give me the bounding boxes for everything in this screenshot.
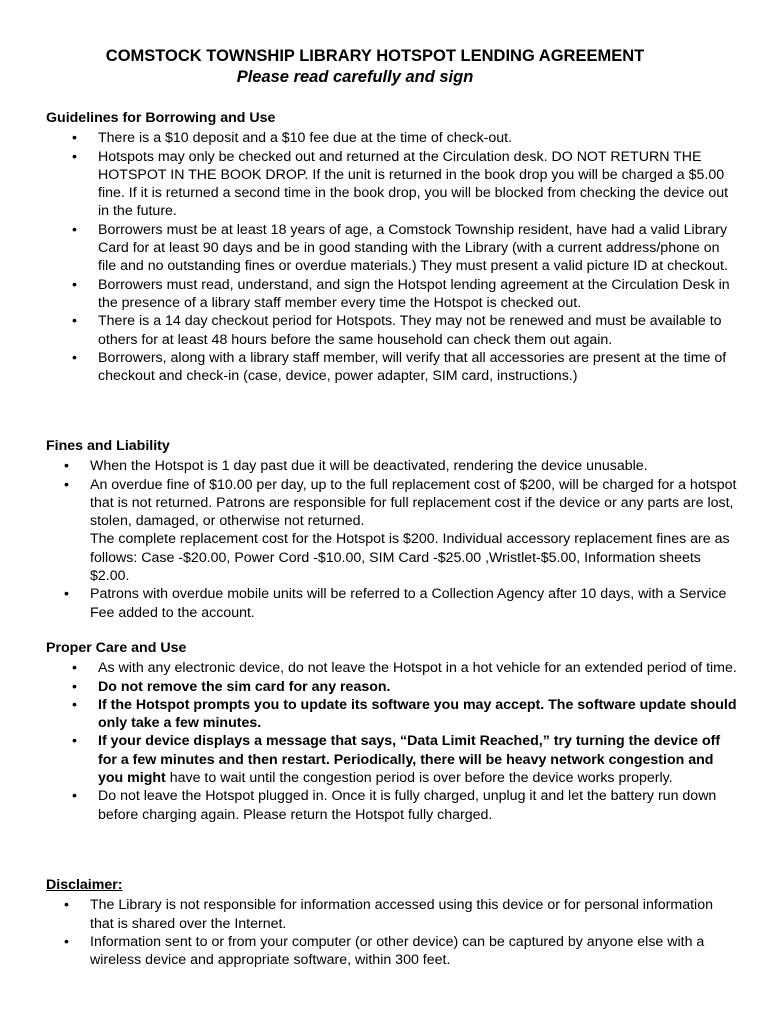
list-item: • If your device displays a message that says, “Data Limit Reached,” try turning the device off for a few minutes and then restart. Periodically, there will be heavy network congestion and you might have to wait until the congestion period is over before the device works properly. xyxy=(72,733,721,787)
document-header xyxy=(0,46,770,88)
care-section xyxy=(46,639,740,824)
guidelines-list xyxy=(46,129,740,385)
bullet-icon: • xyxy=(72,276,77,293)
list-item: • Do not leave the Hotspot plugged in. Once it is fully charged, unplug it and let the battery run down before charging again. Please return the Hotspot fully charged. xyxy=(72,788,717,823)
guidelines-section xyxy=(46,109,740,385)
fines-section xyxy=(46,437,740,622)
bullet-icon: • xyxy=(72,660,77,677)
list-item: • Borrowers must read, understand, and sign the Hotspot lending agreement at the Circulation Desk in the presence of a library staff member every time the Hotspot is checked out. xyxy=(72,276,730,311)
bullet-icon: • xyxy=(72,148,77,165)
document-title: COMSTOCK TOWNSHIP LIBRARY HOTSPOT LENDING AGREEMENT xyxy=(105,47,645,65)
bullet-icon: • xyxy=(64,458,69,475)
disclaimer-list xyxy=(46,896,740,969)
list-item: • Borrowers must be at least 18 years of age, a Comstock Township resident, have had a valid Library Card for at least 90 days and be in good standing with the Library (with a current address/phone on file and no outstanding fines or overdue materials.) They must present a valid picture ID at checkout. xyxy=(72,221,728,275)
care-list xyxy=(46,659,740,824)
list-item: • When the Hotspot is 1 day past due it will be deactivated, rendering the device unusable. xyxy=(64,458,648,475)
bullet-icon: • xyxy=(64,586,69,603)
bullet-icon: • xyxy=(72,696,77,713)
bullet-icon: • xyxy=(72,313,77,330)
bullet-icon: • xyxy=(72,349,77,366)
list-item: • Patrons with overdue mobile units will be referred to a Collection Agency after 10 days, with a Service Fee added to the account. xyxy=(64,586,727,621)
bullet-icon: • xyxy=(72,130,77,147)
section-heading-guidelines: Guidelines for Borrowing and Use xyxy=(46,110,276,126)
document-subtitle: Please read carefully and sign xyxy=(236,68,474,86)
list-item: • Hotspots may only be checked out and returned at the Circulation desk. DO NOT RETURN THE HOTSPOT IN THE BOOK DROP. If the unit is returned in the book drop you will be charged a $5.00 fine. If it is returned a second time in the book drop, you will be blocked from checking the device out in the future. xyxy=(72,148,729,220)
list-item: • There is a 14 day checkout period for Hotspots. They may not be renewed and must be available to others for at least 48 hours before the same household can check them out again. xyxy=(72,313,722,348)
list-item: • The Library is not responsible for information accessed using this device or for personal information that is shared over the Internet. xyxy=(64,897,713,932)
list-item: • As with any electronic device, do not leave the Hotspot in a hot vehicle for an extended period of time. xyxy=(72,660,737,677)
fines-list xyxy=(46,457,740,622)
bullet-icon: • xyxy=(72,733,77,750)
bullet-icon: • xyxy=(72,788,77,805)
bullet-icon: • xyxy=(72,221,77,238)
list-item: • There is a $10 deposit and a $10 fee due at the time of check-out. xyxy=(72,130,513,147)
section-heading-disclaimer: Disclaimer: xyxy=(46,877,123,893)
list-item: • Information sent to or from your computer (or other device) can be captured by anyone else with a wireless device and appropriate software, within 300 feet. xyxy=(64,933,705,969)
bullet-icon: • xyxy=(64,897,69,914)
section-heading-fines: Fines and Liability xyxy=(46,438,170,454)
bullet-icon: • xyxy=(64,933,69,950)
list-item: • If the Hotspot prompts you to update its software you may accept. The software update should only take a few minutes. xyxy=(72,696,737,732)
list-item: • Borrowers, along with a library staff member, will verify that all accessories are present at the time of checkout and check-in (case, device, power adapter, SIM card, instructions.) xyxy=(72,349,727,385)
list-item: • Do not remove the sim card for any reason. xyxy=(72,678,391,695)
bullet-icon: • xyxy=(64,476,69,493)
list-item: • An overdue fine of $10.00 per day, up to the full replacement cost of $200, will be charged for a hotspot that is not returned. Patrons are responsible for full replacement cost if the device or any parts are lost, stolen, damaged, or otherwise not returned. The complete replacement cost for the Hotspot is $200. Individual accessory replacement fines are as follows: Case -$20.00, Power Cord -$10.00, SIM Card -$25.00 ,Wristlet-$5.00, Information sheets $2.00. xyxy=(64,476,737,585)
replacement-costs-text: The complete replacement cost for the Hotspot is $200. Individual accessory replacement fines are as follows: Case -$20.00, Power Cord -$10.00, SIM Card -$25.00 ,Wristlet-$5.00, Information sheets $2.00. xyxy=(90,531,730,585)
disclaimer-section xyxy=(46,876,740,969)
bullet-icon: • xyxy=(72,678,77,695)
section-heading-care: Proper Care and Use xyxy=(46,640,187,656)
